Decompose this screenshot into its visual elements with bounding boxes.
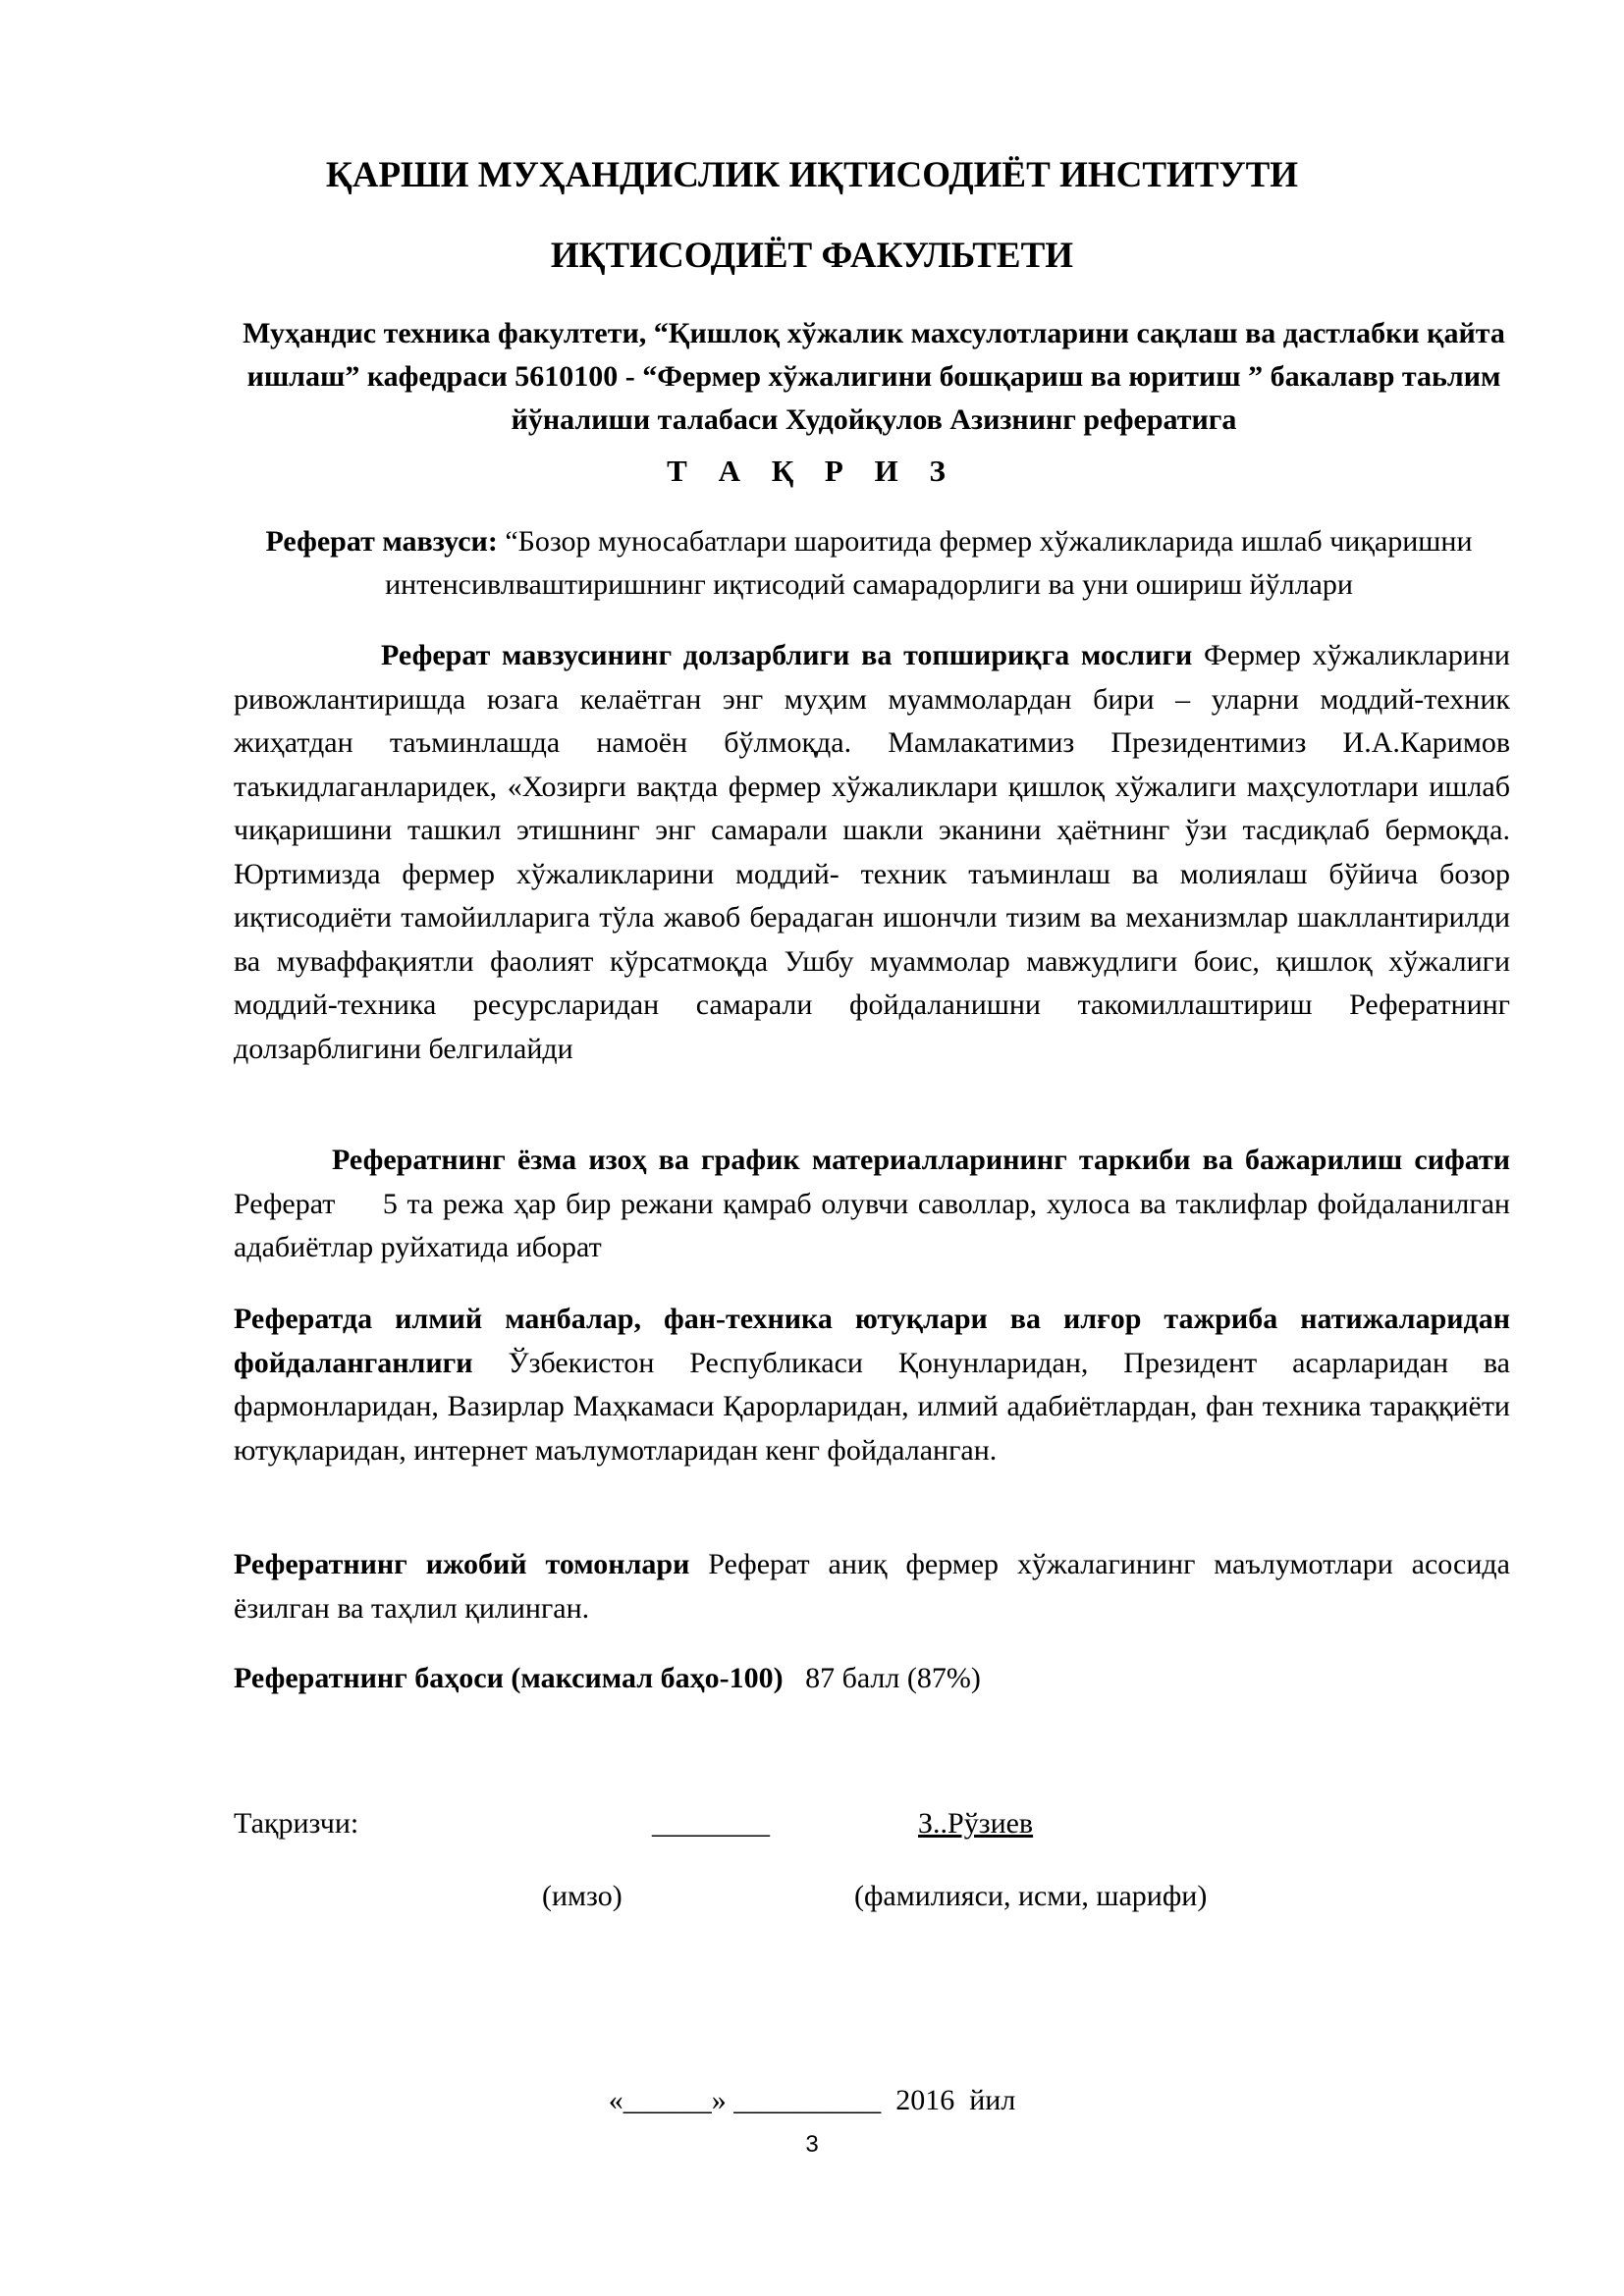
topic-label: Реферат мавзуси:	[265, 525, 498, 558]
grade-label: Рефератнинг баҳоси (максимал баҳо-100)	[234, 1662, 784, 1694]
section-body: Реферат 5 та режа ҳар бир режани қамраб олувчи саволлар, хулоса ва таклифлар фойдаланилган адабиётлар руйхатида иборат	[234, 1144, 1554, 1263]
reviewer-name: З..Рўзиев	[918, 1807, 1034, 1840]
section-heading: Рефератнинг ижобий томонлари	[234, 1548, 690, 1580]
faculty-title: ИҚТИСОДИЁТ ФАКУЛЬТЕТИ	[550, 236, 1074, 276]
section-heading: Реферат мавзусининг долзарблиги ва топшириқга мослиги	[381, 639, 1193, 671]
section-body: Реферат аниқ фермер хўжалагининг маълумотлари асосида ёзилган ва таҳлил қилинган.	[234, 1548, 1510, 1625]
section-heading: Рефератда илмий манбалар, фан-техника ютуқлари ва илғор тажриба натижаларидан фойдаланганлиги	[234, 1303, 1510, 1379]
document-title: Т А Қ Р И З	[667, 454, 957, 488]
reviewer-label: Тақризчи:	[234, 1807, 359, 1840]
section-body: Фермер хўжаликларини ривожлантиришда юзага келаётган энг муҳим муаммолардан бири – уларни моддий-техник жиҳатдан таъминлашда намоён бўлмоқда. Мамлакатимиз Президентимиз И.А.Каримов таъкидлаганларидек, «Хозирги вақтда фермер хўжаликлари қишлоқ хўжалиги маҳсулотлари ишлаб чиқаришини ташкил этишнинг энг самарали шакли эканини ҳаётнинг ўзи тасдиқлаб бермоқда. Юртимизда фермер хўжаликларини моддий- техник таъминлаш ва молиялаш бўйича бозор иқтисодиёти тамойилларига тўла жавоб берадаган ишончли тизим ва механизмлар шакллантирилди ва муваффақиятли фаолият кўрсатмоқда Ушбу муаммолар мавжудлиги боис, қишлоқ хўжалиги моддий-техника ресурсларидан самарали фойдаланишни такомиллаштириш Рефератнинг долзарблигини белгилайди	[234, 639, 1510, 1065]
name-caption: (фамилияси, исми, шарифи)	[854, 1880, 1208, 1912]
section-relevance	[234, 634, 1510, 1071]
page-number: 3	[805, 2131, 819, 2158]
date-line: «______» __________ 2016 йил	[608, 2084, 1016, 2116]
section-positives	[234, 1543, 1510, 1630]
section-body: Ўзбекистон Республикаси Қонунларидан, Президент асарларидан ва фармонларидан, Вазирлар Маҳкамаси Қарорларидан, илмий адабиётлардан, фан техника тараққиёти ютуқларидан, интернет маълумотларидан кенг фойдаланган.	[234, 1346, 1510, 1467]
topic-text: “Бозор муносабатлари шароитида фермер хўжаликларида ишлаб чиқаришни интенсивлваштиришнинг иқтисодий самарадорлиги ва уни ошириш йўллари	[385, 525, 1473, 601]
grade-value: 87 балл (87%)	[783, 1662, 981, 1694]
section-heading: Рефератнинг ёзма изоҳ ва график материалларининг таркиби ва бажарилиш сифати	[332, 1144, 1510, 1176]
signature-caption: (имзо)	[542, 1880, 623, 1912]
institute-title: ҚАРШИ МУҲАНДИСЛИК ИҚТИСОДИЁТ ИНСТИТУТИ	[325, 155, 1299, 195]
department-line: Муҳандис техника факултети, “Қишлоқ хўжалик махсулотларини сақлаш ва дастлабки қайта ишлаш” кафедраси 5610100 - “Фермер хўжалигини бошқариш ва юритиш ” бакалавр таьлим йўналиши талабаси Худойқулов Азизнинг рефератига	[243, 317, 1505, 436]
topic-line	[226, 520, 1512, 607]
signature-line: ________	[652, 1807, 770, 1840]
grade-line	[234, 1657, 981, 1700]
section-materials	[234, 1139, 1554, 1270]
section-sources	[234, 1298, 1510, 1472]
